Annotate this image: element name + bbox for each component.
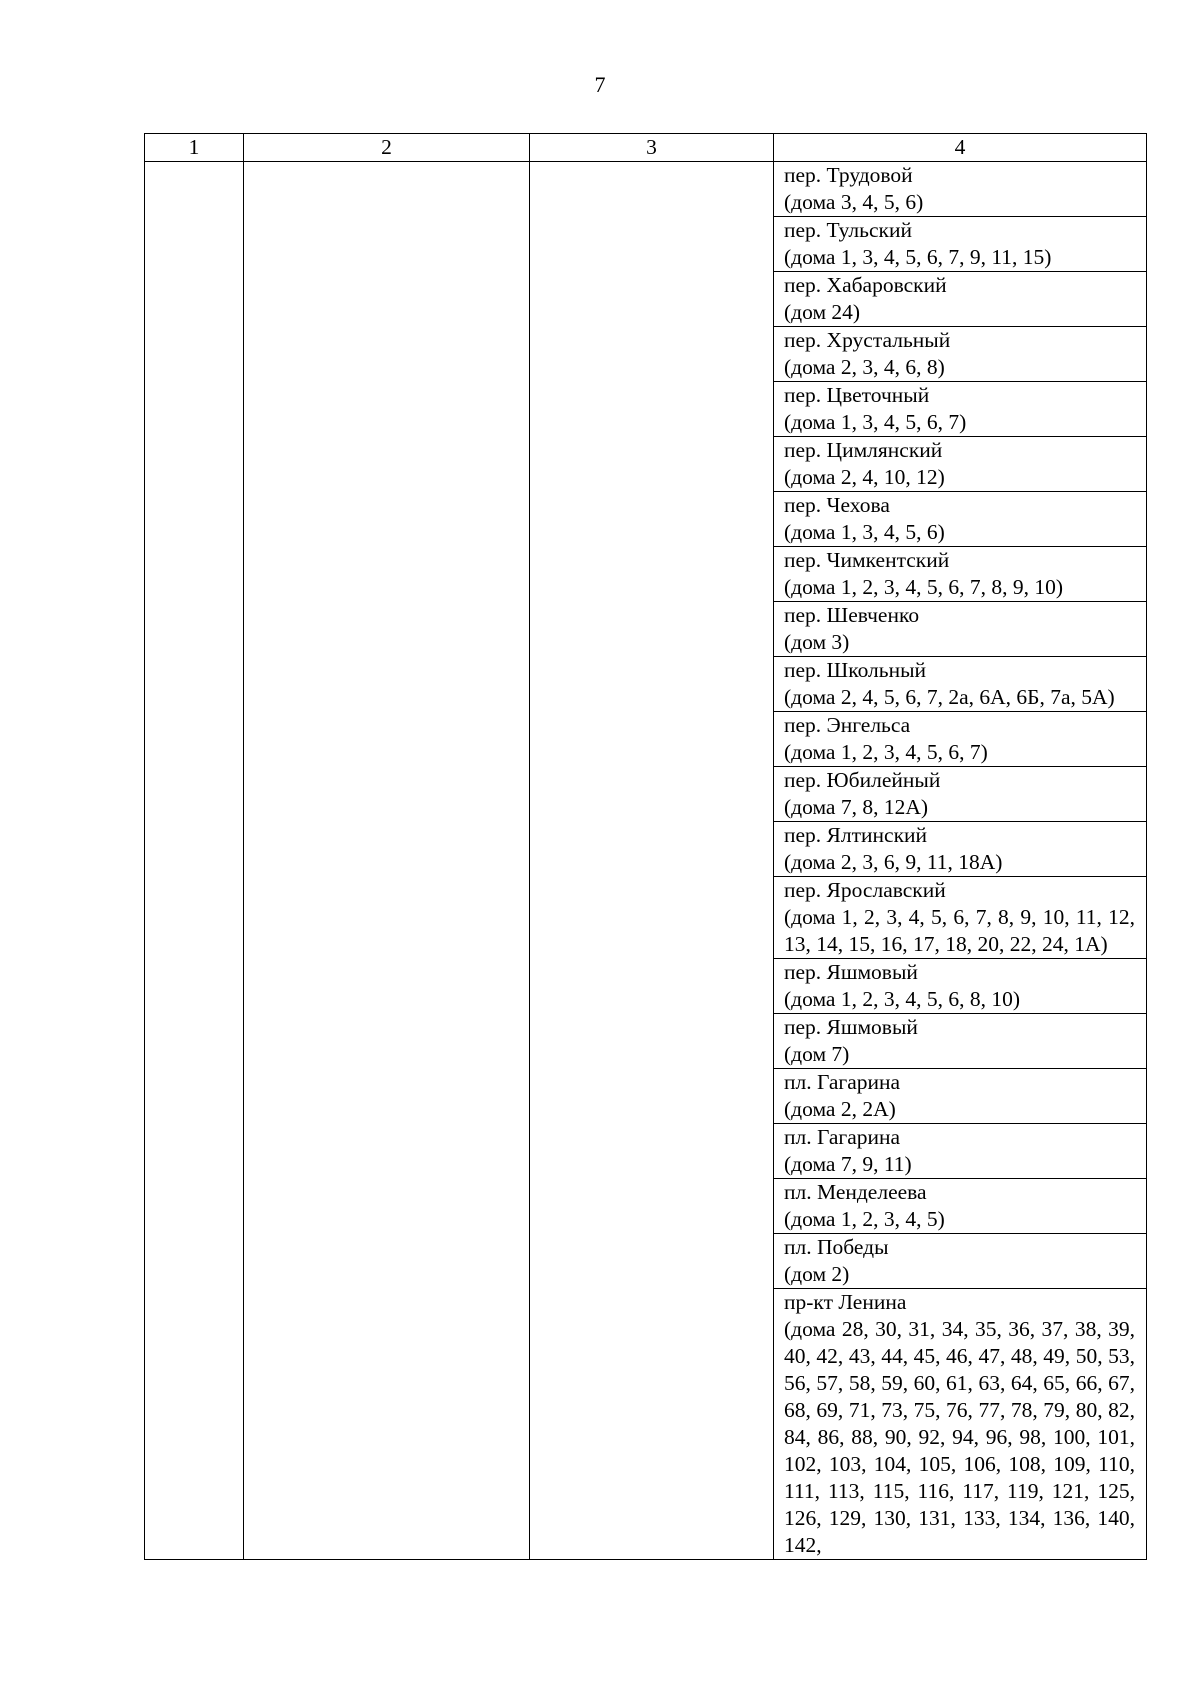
house-numbers: (дома 28, 30, 31, 34, 35, 36, 37, 38, 39, 40, 42, 43, 44, 45, 46, 47, 48, 49, 50, 53, 56, 57, 58, 59, 60, 61, 63, 64, 65, 66, 67, 68, 69, 71, 73, 75, 76, 77, 78, 79, 80, 82, 84, 86, 88, 90, 92, 94, 96, 98, 100, 101, 102, 103, 104, 105, 106, 108, 109, 110, 111, 113, 115, 116, 117, 119, 121, 125, 126, 129, 130, 131, 133, 134, 136, 140, 142, xyxy=(784,1317,1135,1557)
table-row xyxy=(145,162,1147,217)
street-name: пер. Цимлянский xyxy=(784,438,943,462)
house-numbers: (дома 1, 3, 4, 5, 6, 7, 9, 11, 15) xyxy=(784,245,1052,269)
column-header-4: 4 xyxy=(774,134,1147,162)
street-name: пер. Чимкентский xyxy=(784,548,950,572)
house-numbers: (дом 7) xyxy=(784,1042,850,1066)
street-name: пер. Ярославский xyxy=(784,878,946,902)
house-numbers: (дом 24) xyxy=(784,300,861,324)
address-cell xyxy=(774,382,1147,437)
address-cell xyxy=(774,1234,1147,1289)
house-numbers: (дома 3, 4, 5, 6) xyxy=(784,190,924,214)
house-numbers: (дома 2, 4, 5, 6, 7, 2а, 6А, 6Б, 7а, 5А) xyxy=(784,685,1115,709)
address-cell xyxy=(774,959,1147,1014)
address-table xyxy=(144,133,1147,1560)
street-name: пер. Яшмовый xyxy=(784,960,918,984)
street-name: пер. Юбилейный xyxy=(784,768,941,792)
header-row xyxy=(145,134,1147,162)
address-cell xyxy=(774,492,1147,547)
street-name: пер. Хрустальный xyxy=(784,328,951,352)
street-name: пер. Школьный xyxy=(784,658,927,682)
address-cell xyxy=(774,822,1147,877)
street-name: пл. Гагарина xyxy=(784,1125,901,1149)
address-cell xyxy=(774,602,1147,657)
street-name: пер. Трудовой xyxy=(784,163,913,187)
street-name: пл. Гагарина xyxy=(784,1070,901,1094)
address-cell xyxy=(774,1069,1147,1124)
address-cell xyxy=(774,327,1147,382)
street-name: пл. Победы xyxy=(784,1235,889,1259)
address-cell xyxy=(774,712,1147,767)
house-numbers: (дома 2, 3, 4, 6, 8) xyxy=(784,355,945,379)
street-name: пр-кт Ленина xyxy=(784,1290,907,1314)
house-numbers: (дома 1, 2, 3, 4, 5) xyxy=(784,1207,945,1231)
column-header-3: 3 xyxy=(530,134,774,162)
street-name: пер. Тульский xyxy=(784,218,912,242)
house-numbers: (дома 1, 2, 3, 4, 5, 6, 8, 10) xyxy=(784,987,1020,1011)
page-number: 7 xyxy=(594,72,606,97)
address-cell xyxy=(774,162,1147,217)
address-cell xyxy=(774,437,1147,492)
house-numbers: (дома 7, 9, 11) xyxy=(784,1152,912,1176)
house-numbers: (дома 1, 2, 3, 4, 5, 6, 7) xyxy=(784,740,988,764)
street-name: пер. Чехова xyxy=(784,493,890,517)
address-cell xyxy=(774,1289,1147,1560)
column-3-cell xyxy=(530,162,774,1560)
street-name: пер. Энгельса xyxy=(784,713,911,737)
street-name: пер. Ялтинский xyxy=(784,823,928,847)
address-cell xyxy=(774,1014,1147,1069)
house-numbers: (дома 7, 8, 12А) xyxy=(784,795,929,819)
house-numbers: (дом 3) xyxy=(784,630,850,654)
address-cell xyxy=(774,657,1147,712)
house-numbers: (дома 2, 2А) xyxy=(784,1097,896,1121)
column-2-cell xyxy=(244,162,530,1560)
house-numbers: (дома 1, 3, 4, 5, 6, 7) xyxy=(784,410,967,434)
street-name: пер. Цветочный xyxy=(784,383,930,407)
column-header-1: 1 xyxy=(145,134,244,162)
column-header-2: 2 xyxy=(244,134,530,162)
street-name: пер. Яшмовый xyxy=(784,1015,918,1039)
house-numbers: (дом 2) xyxy=(784,1262,850,1286)
address-cell xyxy=(774,767,1147,822)
address-cell xyxy=(774,877,1147,959)
house-numbers: (дома 1, 2, 3, 4, 5, 6, 7, 8, 9, 10, 11, 12, 13, 14, 15, 16, 17, 18, 20, 22, 24, 1А) xyxy=(784,905,1135,956)
address-cell xyxy=(774,1124,1147,1179)
house-numbers: (дома 2, 3, 6, 9, 11, 18А) xyxy=(784,850,1003,874)
house-numbers: (дома 1, 2, 3, 4, 5, 6, 7, 8, 9, 10) xyxy=(784,575,1063,599)
address-cell xyxy=(774,217,1147,272)
house-numbers: (дома 2, 4, 10, 12) xyxy=(784,465,945,489)
street-name: пер. Шевченко xyxy=(784,603,920,627)
street-name: пл. Менделеева xyxy=(784,1180,927,1204)
address-cell xyxy=(774,272,1147,327)
address-cell xyxy=(774,1179,1147,1234)
address-cell xyxy=(774,547,1147,602)
table-body xyxy=(145,162,1147,1560)
street-name: пер. Хабаровский xyxy=(784,273,947,297)
house-numbers: (дома 1, 3, 4, 5, 6) xyxy=(784,520,945,544)
column-1-cell xyxy=(145,162,244,1560)
